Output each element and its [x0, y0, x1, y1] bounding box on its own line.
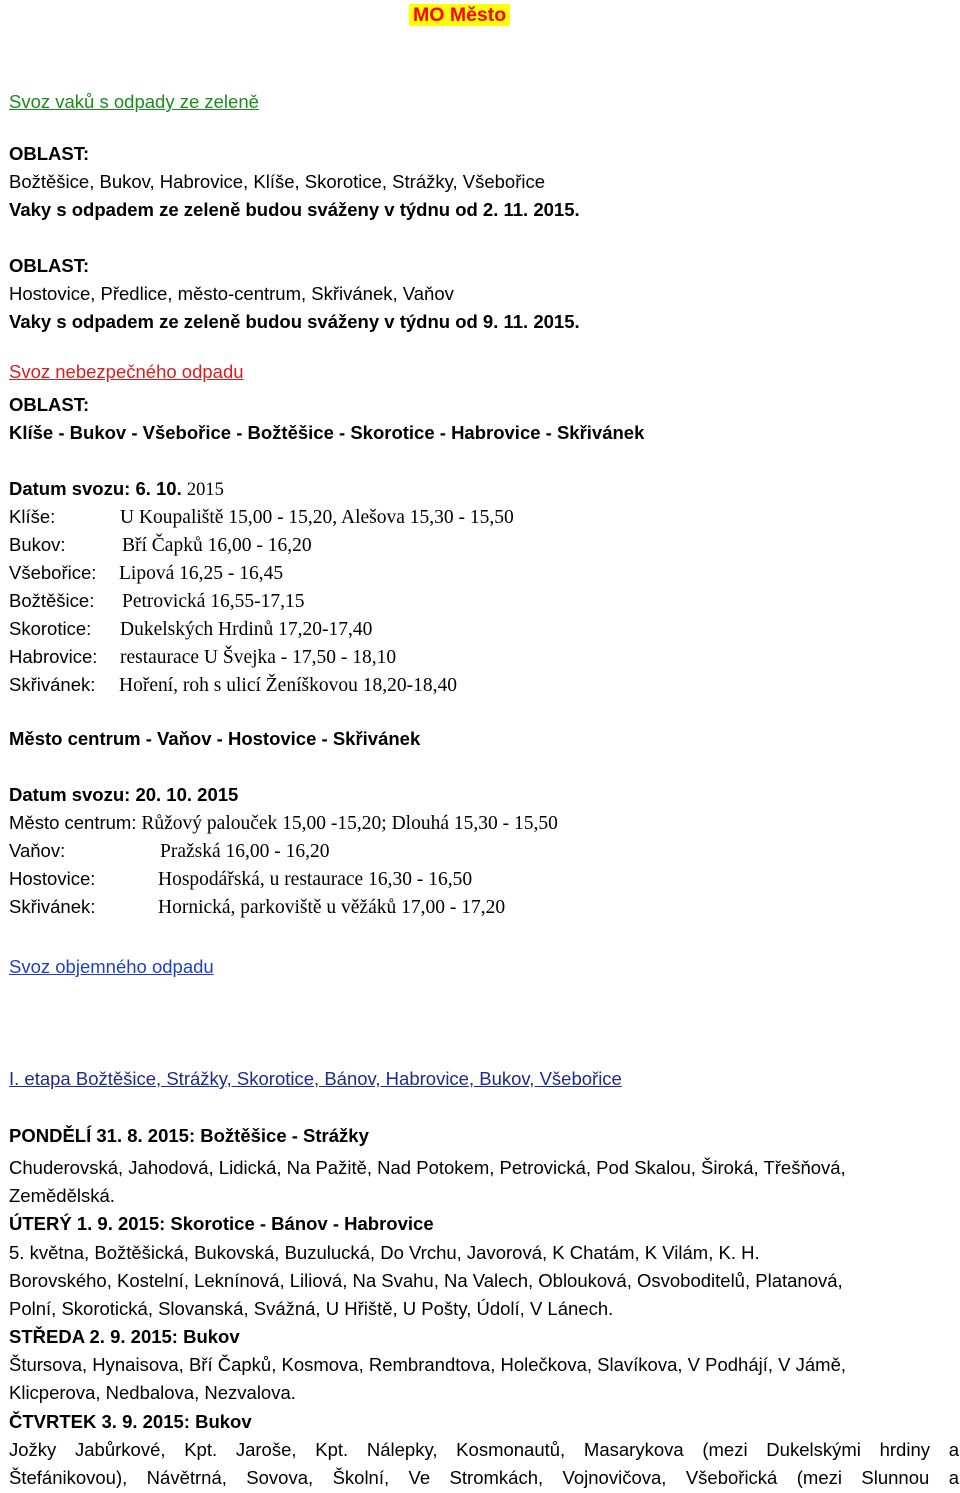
stop-place: Všebořice:: [9, 562, 97, 583]
page-header: [409, 2, 510, 28]
street-list-line: Štefánikovou), Návětrná, Sovova, Školní, Ve Stromkách, Vojnovičova, Všebořická (mezi Slunnou a: [9, 1467, 959, 1488]
stop-place: Město centrum:: [9, 812, 137, 833]
stop-location: Dukelských Hrdinů 17,20-17,40: [120, 619, 373, 640]
stop-location: Bří Čapků 16,00 - 16,20: [122, 535, 312, 556]
stop-location: Hornická, parkoviště u věžáků 17,00 - 17,20: [158, 897, 506, 918]
stop-place: Skřivánek:: [9, 896, 96, 917]
area-label: OBLAST:: [9, 255, 90, 276]
area-places: Hostovice, Předlice, město-centrum, Skřivánek, Vaňov: [9, 283, 454, 304]
stop-place: Božtěšice:: [9, 590, 95, 611]
stop-location: Lipová 16,25 - 16,45: [119, 563, 284, 584]
day-title: PONDĚLÍ 31. 8. 2015: Božtěšice - Strážky: [9, 1125, 369, 1146]
stop-row: [9, 588, 305, 614]
area-note: Vaky s odpadem ze zeleně budou sváženy v týdnu od 9. 11. 2015.: [9, 311, 580, 332]
bulky-waste-heading: Svoz objemného odpadu: [9, 956, 214, 977]
stop-location: Hoření, roh s ulicí Ženíškovou 18,20-18,40: [119, 675, 457, 696]
stop-location: U Koupaliště 15,00 - 15,20, Alešova 15,30 - 15,50: [120, 507, 514, 528]
stop-location: Růžový palouček 15,00 -15,20; Dlouhá 15,30 - 15,50: [141, 813, 558, 834]
collection-date: [9, 476, 224, 502]
green-waste-heading: Svoz vaků s odpady ze zeleně: [9, 91, 259, 112]
street-list-line: Borovského, Kostelní, Leknínová, Liliová, Na Svahu, Na Valech, Oblouková, Osvoboditelů, Platanová,: [9, 1270, 843, 1291]
date-year: 2015: [197, 784, 239, 805]
stop-place: Skřivánek:: [9, 674, 96, 695]
street-list-line: 5. května, Božtěšická, Bukovská, Buzulucká, Do Vrchu, Javorová, K Chatám, K Vilám, K. H.: [9, 1242, 760, 1263]
day-title: ÚTERÝ 1. 9. 2015: Skorotice - Bánov - Habrovice: [9, 1213, 434, 1234]
stop-location: Pražská 16,00 - 16,20: [160, 841, 330, 862]
stop-row: [9, 560, 283, 586]
street-list-line: Chuderovská, Jahodová, Lidická, Na Pažitě, Nad Potokem, Petrovická, Pod Skalou, Široká, Třešňová,: [9, 1157, 846, 1178]
stop-place: Vaňov:: [9, 840, 66, 861]
stop-row: [9, 616, 372, 642]
day-title: ČTVRTEK 3. 9. 2015: Bukov: [9, 1411, 252, 1432]
street-list-line: Jožky Jabůrkové, Kpt. Jaroše, Kpt. Nálepky, Kosmonautů, Masarykova (mezi Dukelskými hrdiny a: [9, 1439, 959, 1460]
stop-location: Hospodářská, u restaurace 16,30 - 16,50: [158, 869, 473, 890]
page-title: MO Město: [409, 4, 510, 26]
area-label: OBLAST:: [9, 143, 90, 164]
stop-place: Hostovice:: [9, 868, 96, 889]
stop-place: Bukov:: [9, 534, 66, 555]
stop-place: Skorotice:: [9, 618, 92, 639]
route-title: Město centrum - Vaňov - Hostovice - Skřivánek: [9, 728, 421, 749]
stop-row: [9, 894, 505, 920]
date-label: Datum svozu:: [9, 784, 131, 805]
area-places: Božtěšice, Bukov, Habrovice, Klíše, Skorotice, Strážky, Všebořice: [9, 171, 546, 192]
collection-date: [9, 782, 238, 808]
stop-row: [9, 504, 514, 530]
date-year: 2015: [186, 480, 224, 500]
day-title: STŘEDA 2. 9. 2015: Bukov: [9, 1326, 240, 1347]
route-title: Klíše - Bukov - Všebořice - Božtěšice - Skorotice - Habrovice - Skřivánek: [9, 422, 645, 443]
street-list-line: Klicperova, Nedbalova, Nezvalova.: [9, 1382, 296, 1403]
date-value: 20. 10.: [135, 784, 193, 805]
stop-place: Klíše:: [9, 506, 56, 527]
date-value: 6. 10.: [135, 478, 182, 499]
stop-row: [9, 672, 457, 698]
stop-row: [9, 838, 330, 864]
street-list-line: Zemědělská.: [9, 1185, 115, 1206]
stop-place: Habrovice:: [9, 646, 98, 667]
stop-location: restaurace U Švejka - 17,50 - 18,10: [120, 647, 397, 668]
area-note: Vaky s odpadem ze zeleně budou sváženy v týdnu od 2. 11. 2015.: [9, 199, 580, 220]
stop-row: [9, 866, 472, 892]
area-label: OBLAST:: [9, 394, 90, 415]
street-list-line: Polní, Skorotická, Slovanská, Svážná, U Hřiště, U Pošty, Údolí, V Lánech.: [9, 1298, 614, 1319]
hazardous-waste-heading: Svoz nebezpečného odpadu: [9, 361, 244, 382]
stop-row: [9, 532, 312, 558]
stop-row: [9, 810, 558, 836]
stop-location: Petrovická 16,55-17,15: [122, 591, 305, 612]
date-label: Datum svozu:: [9, 478, 131, 499]
street-list-line: Štursova, Hynaisova, Bří Čapků, Kosmova, Rembrandtova, Holečkova, Slavíkova, V Podhájí, V Jámě,: [9, 1354, 846, 1375]
stage-heading: I. etapa Božtěšice, Strážky, Skorotice, Bánov, Habrovice, Bukov, Všebořice: [9, 1068, 622, 1089]
stop-row: [9, 644, 396, 670]
